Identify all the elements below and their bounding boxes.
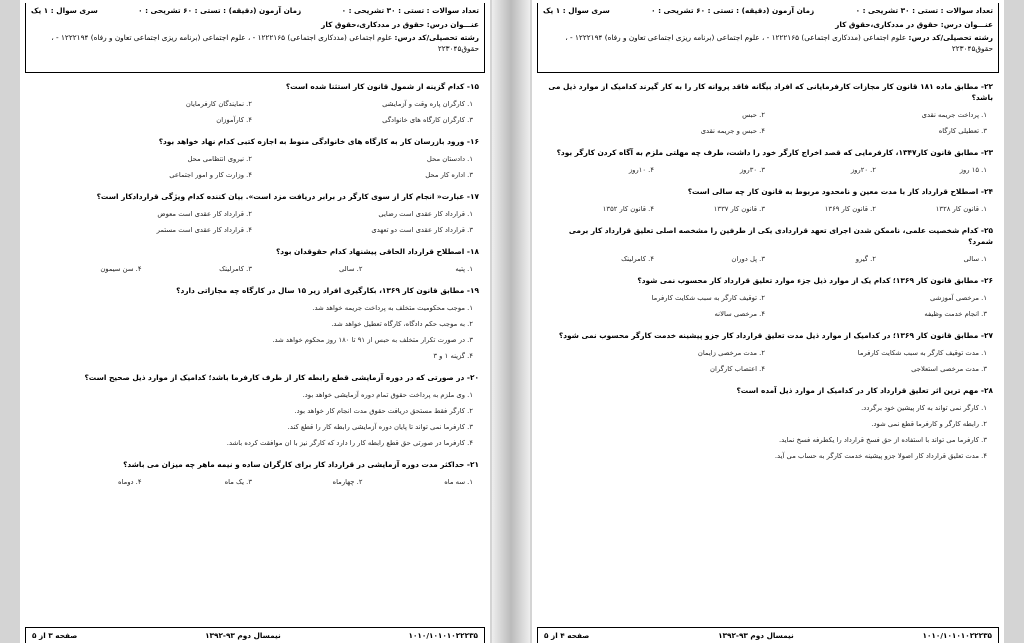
answer-option: ۱. سه ماه bbox=[444, 478, 473, 486]
answer-option: ۴. قانون کار ۱۳۵۲ bbox=[602, 205, 654, 213]
answer-option: ۲. نمایندگان کارفرمایان bbox=[185, 100, 252, 108]
answer-option: ۳. ۳۰روز bbox=[739, 166, 765, 174]
answer-options bbox=[543, 201, 993, 217]
question-text: ۲۵- کدام شخصیت علمی، ناممکن شدن اجرای تعهد قراردادی یکی از طرفین را مشخصه اصلی تعلیق قرارداد کار برمی شمرد؟ bbox=[568, 226, 993, 246]
question-text: ۲۷- مطابق قانون کار ۱۳۶۹؛ در کدامیک از موارد ذیل مدت تعلیق قرارداد کار جزو پیشینه خدمت کارگر محسوب نمی شود؟ bbox=[558, 331, 993, 340]
answer-option: ۴. گزینه ۱ و ۳ bbox=[433, 352, 473, 360]
answer-option: ۱. مرخصی آموزشی bbox=[930, 294, 987, 302]
question-item bbox=[25, 81, 485, 128]
answer-option: ۱. قانون کار ۱۳۲۸ bbox=[935, 205, 987, 213]
question-count: تعداد سوالات : تستی : ۳۰ تشریحی : ۰ bbox=[341, 6, 479, 15]
exam-page-3 bbox=[20, 0, 490, 643]
question-text: ۱۶- ورود بازرسان کار به کارگاه های خانوادگی منوط به اجازه کتبی کدام نهاد خواهد بود؟ bbox=[158, 137, 479, 146]
question-item bbox=[25, 285, 485, 364]
answer-option: ۳. کامرلینک bbox=[219, 265, 252, 273]
footer-page-number: صفحه ۴ از ۵ bbox=[544, 631, 590, 640]
question-text: ۱۸- اصطلاح قرارداد الحاقی پیشنهاد کدام حقوقدان بود؟ bbox=[275, 247, 479, 256]
exam-time: زمان آزمون (دقیقه) : تستی : ۶۰ تشریحی : ۰ bbox=[651, 6, 815, 15]
answer-option: ۳. کارفرما نمی تواند تا پایان دوره آزمایشی رابطه کار را قطع کند. bbox=[287, 423, 473, 431]
course-title: عنـــوان درس: حقوق در مددکاری،حقوق کار bbox=[835, 20, 993, 29]
course-code: حقوق۲۲۳۰۴۵ bbox=[951, 44, 993, 53]
answer-options bbox=[31, 206, 479, 238]
answer-option: ۲. به موجب حکم دادگاه، کارگاه تعطیل خواهد شد. bbox=[331, 320, 473, 328]
answer-option: ۲. توقیف کارگر به سبب شکایت کارفرما bbox=[651, 294, 765, 302]
exam-page-4 bbox=[532, 0, 1004, 643]
answer-options bbox=[31, 300, 479, 364]
question-list bbox=[25, 81, 485, 490]
question-item bbox=[25, 136, 485, 183]
question-list bbox=[537, 81, 999, 464]
question-text: ۲۶- مطابق قانون کار ۱۳۶۹؛ کدام یک از موارد ذیل جزء موارد تعلیق قرارداد کار محسوب نمی شود؟ bbox=[637, 276, 993, 285]
page-footer bbox=[537, 627, 999, 643]
question-item bbox=[25, 459, 485, 490]
answer-option: ۳. کارگران کارگاه های خانوادگی bbox=[382, 116, 473, 124]
answer-options bbox=[543, 345, 993, 377]
answer-option: ۲. گیرو bbox=[855, 255, 876, 263]
answer-options bbox=[543, 400, 993, 464]
footer-code: ۱۰۱۰/۱۰۱۰۱۰۲۲۲۳۵ bbox=[408, 631, 478, 640]
answer-option: ۴. ۱۰روز bbox=[628, 166, 654, 174]
question-item bbox=[537, 225, 999, 267]
question-text: ۱۷- عبارت« انجام کار از سوی کارگر در برابر دریافت مزد است». بیان کننده کدام ویژگی قراردادکار است؟ bbox=[96, 192, 479, 201]
answer-option: ۴. مدت تعلیق قرارداد کار اصولا جزو پیشینه خدمت کارگر به حساب می آید. bbox=[774, 452, 987, 460]
course-code: حقوق۲۲۳۰۴۵ bbox=[437, 44, 479, 53]
course-title: عنـــوان درس: حقوق در مددکاری،حقوق کار bbox=[321, 20, 479, 29]
question-item bbox=[25, 191, 485, 238]
answer-options bbox=[31, 96, 479, 128]
question-text: ۲۳- مطابق قانون کار۱۳۴۷، کارفرمایی که قصد اخراج کارگر خود را داشت، طرف چه مهلتی ملزم به آگاه کردن کارگر بود؟ bbox=[556, 148, 993, 157]
answer-options bbox=[543, 251, 993, 267]
question-text: ۲۸- مهم ترین اثر تعلیق قرارداد کار در کدامیک از موارد ذیل آمده است؟ bbox=[736, 386, 993, 395]
answer-option: ۲. قانون کار ۱۳۶۹ bbox=[824, 205, 876, 213]
answer-option: ۳. قانون کار ۱۳۳۷ bbox=[713, 205, 765, 213]
answer-option: ۳. در صورت تکرار متخلف به حبس از ۹۱ تا ۱۸۰ روز محکوم خواهد شد. bbox=[272, 336, 473, 344]
question-text: ۲۱- حداکثر مدت دوره آزمایشی در قرارداد کار برای کارگران ساده و نیمه ماهر چه میزان می باشد؟ bbox=[123, 460, 479, 469]
footer-code: ۱۰۱۰/۱۰۱۰۱۰۲۲۲۳۵ bbox=[922, 631, 992, 640]
answer-options bbox=[543, 162, 993, 178]
footer-semester: نیمسال دوم ۹۳-۱۳۹۲ bbox=[205, 631, 281, 640]
answer-option: ۳. پل دوران bbox=[731, 255, 765, 263]
exam-header bbox=[537, 3, 999, 73]
exam-time: زمان آزمون (دقیقه) : تستی : ۶۰ تشریحی : ۰ bbox=[138, 6, 302, 15]
answer-option: ۴. اعتصاب کارگران bbox=[710, 365, 765, 373]
answer-option: ۴. سن سیمون bbox=[100, 265, 142, 273]
series-number: سری سوال : ۱ یک bbox=[543, 6, 610, 15]
answer-option: ۱. سالی bbox=[963, 255, 987, 263]
exam-header bbox=[25, 3, 485, 73]
question-count: تعداد سوالات : تستی : ۳۰ تشریحی : ۰ bbox=[855, 6, 993, 15]
answer-option: ۴. مرخصی سالانه bbox=[714, 310, 765, 318]
question-text: ۲۲- مطابق ماده ۱۸۱ قانون کار مجازات کارفرمایانی که افراد بیگانه فاقد پروانه کار را به کار گیرند کدامیک از موارد ذیل می باشد؟ bbox=[548, 82, 993, 102]
answer-option: ۲. حبس bbox=[742, 111, 765, 119]
answer-option: ۲. سالی bbox=[339, 265, 363, 273]
answer-options bbox=[31, 387, 479, 451]
footer-page-number: صفحه ۳ از ۵ bbox=[32, 631, 78, 640]
field-code: رشته تحصیلی/کد درس: علوم اجتماعی (مددکاری اجتماعی) ۱۲۲۲۱۶۵ - ، علوم اجتماعی (برنامه ریزی اجتماعی تعاون و رفاه) ۱۲۲۲۱۹۴ - ، bbox=[565, 33, 993, 42]
answer-option: ۱. وی ملزم به پرداخت حقوق تمام دوره آزمایشی خواهد بود. bbox=[302, 391, 473, 399]
answer-option: ۱. مدت توقیف کارگر به سبب شکایت کارفرما bbox=[857, 349, 987, 357]
field-code: رشته تحصیلی/کد درس: علوم اجتماعی (مددکاری اجتماعی) ۱۲۲۲۱۶۵ - ، علوم اجتماعی (برنامه ریزی اجتماعی تعاون و رفاه) ۱۲۲۲۱۹۴ - ، bbox=[51, 33, 479, 42]
answer-option: ۳. تعطیلی کارگاه bbox=[938, 127, 987, 135]
question-text: ۱۵- کدام گزینه از شمول قانون کار استثنا شده است؟ bbox=[285, 82, 479, 91]
answer-option: ۳. انجام خدمت وظیفه bbox=[924, 310, 987, 318]
answer-option: ۴. حبس و جریمه نقدی bbox=[700, 127, 765, 135]
question-text: ۱۹- مطابق قانون کار ۱۳۶۹، بکارگیری افراد زیر ۱۵ سال در کارگاه چه مجازاتی دارد؟ bbox=[176, 286, 479, 295]
page-footer bbox=[25, 627, 485, 643]
answer-options bbox=[31, 474, 479, 490]
answer-option: ۳. کارفرما می تواند با استفاده از حق فسخ قرارداد را یکطرفه فسخ نماید. bbox=[778, 436, 987, 444]
answer-option: ۲. رابطه کارگر و کارفرما قطع نمی شود. bbox=[871, 420, 987, 428]
answer-option: ۱. کارگران پاره وقت و آزمایشی bbox=[382, 100, 473, 108]
question-item bbox=[537, 330, 999, 377]
question-item bbox=[537, 147, 999, 178]
answer-option: ۳. مدت مرخصی استعلاجی bbox=[911, 365, 987, 373]
question-item bbox=[537, 186, 999, 217]
question-item bbox=[537, 81, 999, 139]
answer-option: ۲. کارگر فقط مستحق دریافت حقوق مدت انجام کار خواهد بود. bbox=[294, 407, 473, 415]
answer-options bbox=[31, 261, 479, 277]
answer-option: ۳. قرارداد کار عقدی است دو تعهدی bbox=[371, 226, 473, 234]
answer-option: ۱. پرداخت جریمه نقدی bbox=[921, 111, 987, 119]
answer-options bbox=[543, 107, 993, 139]
question-text: ۲۰- در صورتی که در دوره آزمایشی قطع رابطه کار از طرف کارفرما باشد؛ کدامیک از موارد ذیل صحیح است؟ bbox=[84, 373, 479, 382]
answer-option: ۲. نیروی انتظامی محل bbox=[187, 155, 252, 163]
answer-option: ۱. موجب محکومیت متخلف به پرداخت جریمه خواهد شد. bbox=[312, 304, 473, 312]
answer-option: ۱. دادستان محل bbox=[426, 155, 473, 163]
answer-option: ۱. کارگر نمی تواند به کار پیشین خود برگردد. bbox=[861, 404, 987, 412]
series-number: سری سوال : ۱ یک bbox=[31, 6, 98, 15]
question-item bbox=[25, 372, 485, 451]
question-text: ۲۴- اصطلاح قرارداد کار با مدت معین و نامحدود مربوط به قانون کار چه سالی است؟ bbox=[687, 187, 993, 196]
answer-option: ۳. اداره کار محل bbox=[425, 171, 473, 179]
answer-option: ۲. مدت مرخصی زایمان bbox=[697, 349, 765, 357]
answer-option: ۳. یک ماه bbox=[224, 478, 252, 486]
question-item bbox=[25, 246, 485, 277]
answer-option: ۱. پتیه bbox=[455, 265, 473, 273]
answer-option: ۱. ۱۵ روز bbox=[959, 166, 987, 174]
answer-option: ۴. وزارت کار و امور اجتماعی bbox=[169, 171, 252, 179]
answer-option: ۴. کارآموزان bbox=[216, 116, 252, 124]
answer-options bbox=[31, 151, 479, 183]
question-item bbox=[537, 275, 999, 322]
answer-option: ۱. قرارداد کار عقدی است رضایی bbox=[378, 210, 473, 218]
answer-option: ۲. چهارماه bbox=[332, 478, 363, 486]
answer-option: ۲. ۲۰روز bbox=[850, 166, 876, 174]
book-spine bbox=[492, 0, 530, 643]
answer-option: ۴. کارفرما در صورتی حق قطع رابطه کار را دارد که کارگر نیز با ان موافقت کرده باشد. bbox=[226, 439, 473, 447]
answer-option: ۲. قرارداد کار عقدی است معوض bbox=[157, 210, 252, 218]
answer-option: ۴. کامرلینک bbox=[621, 255, 654, 263]
footer-semester: نیمسال دوم ۹۳-۱۳۹۲ bbox=[718, 631, 794, 640]
answer-options bbox=[543, 290, 993, 322]
question-item bbox=[537, 385, 999, 464]
answer-option: ۴. قرارداد کار عقدی است مستمر bbox=[156, 226, 252, 234]
answer-option: ۴. دوماه bbox=[117, 478, 142, 486]
